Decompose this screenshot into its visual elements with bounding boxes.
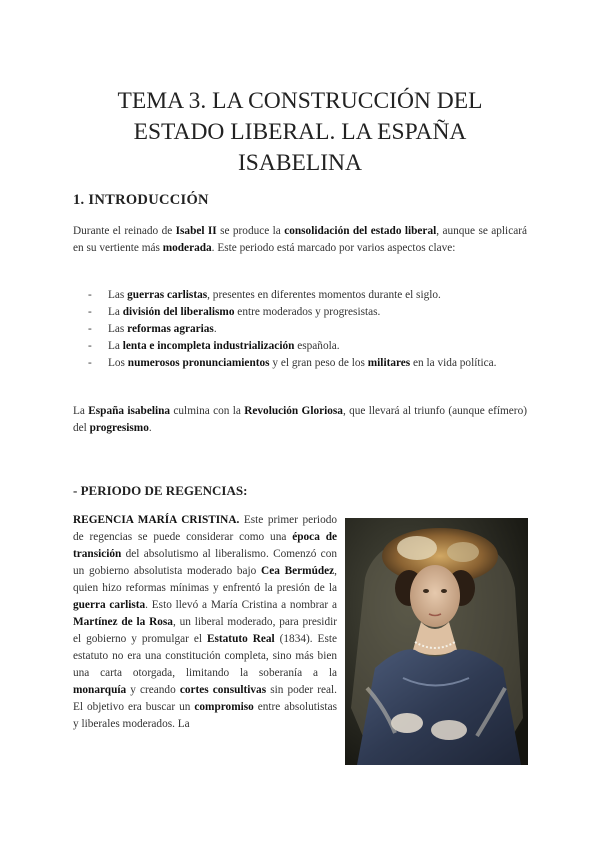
document-title [60,86,540,179]
list-item: - Las guerras carlistas, presentes en diferentes momentos durante el siglo. [88,289,441,301]
portrait-maria-cristina [345,518,528,765]
list-item: - La lenta e incompleta industrialización española. [88,340,340,352]
section-heading-introduccion: 1. INTRODUCCIÓN [73,192,209,208]
list-item: - Los numerosos pronunciamientos y el gran peso de los militares en la vida política. [88,357,497,369]
list-item: - La división del liberalismo entre moderados y progresistas. [88,306,381,318]
title-line-2: ESTADO LIBERAL. LA ESPAÑA [133,119,467,145]
section-heading-regencias: - PERIODO DE REGENCIAS: [73,483,248,498]
title-line-3: ISABELINA [237,150,363,176]
regency-paragraph: REGENCIA MARÍA CRISTINA. Este primer periodo de regencias se puede considerar como una época de transición del absolutismo al liberalismo. Comenzó con un gobierno absolutista moderado bajo Cea Bermúdez, quien hizo reformas mínimas y enfrentó la presión de la guerra carlista. Esto llevó a María Cristina a nombrar a Martínez de la Rosa, un liberal moderado, para presidir el gobierno y promulgar el Estatuto Real (1834). Este estatuto no era una constitución completa, sino más bien una carta otorgada, limitando la soberanía a la monarquía y creando cortes consultivas sin poder real. El objetivo era buscar un compromiso entre absolutistas y liberales moderados. La [73,514,338,730]
key-aspects-list [88,287,528,372]
intro-paragraph: Durante el reinado de Isabel II se produce la consolidación del estado liberal, aunque se aplicará en su vertiente más moderada. Este periodo está marcado por varios aspectos clave: [73,225,528,254]
list-item: - Las reformas agrarias. [88,323,217,335]
closing-paragraph: La España isabelina culmina con la Revolución Gloriosa, que llevará al triunfo (aunque efímero) del progresismo. [73,405,527,434]
title-line-1: TEMA 3. LA CONSTRUCCIÓN DEL [117,88,483,114]
portrait-painting-image [345,518,528,765]
